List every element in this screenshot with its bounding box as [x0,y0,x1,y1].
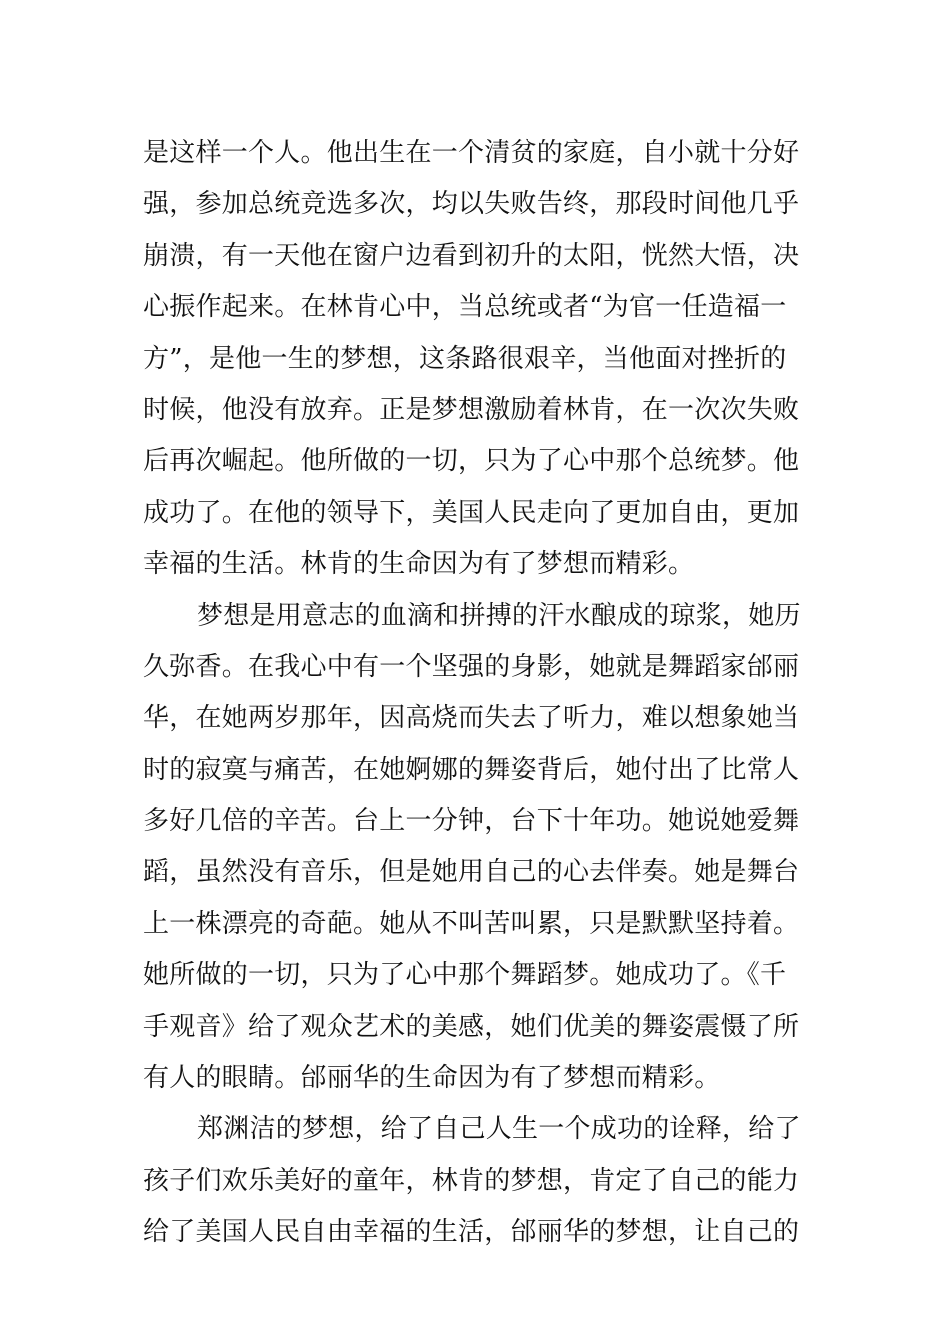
text-line: 孩子们欢乐美好的童年，林肯的梦想，肯定了自己的能力 [143,1165,800,1196]
body-text [143,128,807,1259]
text-line: 是这样一个人。他出生在一个清贫的家庭，自小就十分好 [143,138,800,168]
text-line: 上一株漂亮的奇葩。她从不叫苦叫累，只是默默坚持着。 [143,908,800,939]
text-line: 她所做的一切，只为了心中那个舞蹈梦。她成功了。《千 [143,960,787,991]
text-line: 有人的眼睛。邰丽华的生命因为有了梦想而精彩。 [143,1063,721,1094]
text-line: 时的寂寞与痛苦，在她婀娜的舞姿背后，她付出了比常人 [143,754,800,785]
text-line: 多好几倍的辛苦。台上一分钟，台下十年功。她说她爱舞 [143,806,800,837]
text-line: 华，在她两岁那年，因高烧而失去了听力，难以想象她当 [143,703,800,734]
text-line: 幸福的生活。林肯的生命因为有了梦想而精彩。 [143,549,695,580]
paragraph-start-line: 梦想是用意志的血滴和拼搏的汗水酿成的琼浆，她历 [197,600,801,631]
paragraph-start-line: 郑渊洁的梦想，给了自己人生一个成功的诠释，给了 [197,1114,801,1145]
text-line: 心振作起来。在林肯心中，当总统或者“为官一任造福一 [143,292,787,323]
text-line: 久弥香。在我心中有一个坚强的身影，她就是舞蹈家邰丽 [143,651,800,682]
text-line: 方”，是他一生的梦想，这条路很艰辛，当他面对挫折的 [143,343,787,374]
text-line: 成功了。在他的领导下，美国人民走向了更加自由，更加 [143,497,800,528]
text-line: 时候，他没有放弃。正是梦想激励着林肯，在一次次失败 [143,394,800,425]
text-line: 蹈，虽然没有音乐，但是她用自己的心去伴奏。她是舞台 [143,857,800,888]
text-line: 强，参加总统竞选多次，均以失败告终，那段时间他几乎 [143,189,800,220]
text-line: 给了美国人民自由幸福的生活，邰丽华的梦想，让自己的 [143,1217,800,1248]
text-line: 手观音》给了观众艺术的美感，她们优美的舞姿震慑了所 [143,1011,800,1042]
text-line: 后再次崛起。他所做的一切，只为了心中那个总统梦。他 [143,446,800,477]
text-line: 崩溃，有一天他在窗户边看到初升的太阳，恍然大悟，决 [143,240,800,271]
